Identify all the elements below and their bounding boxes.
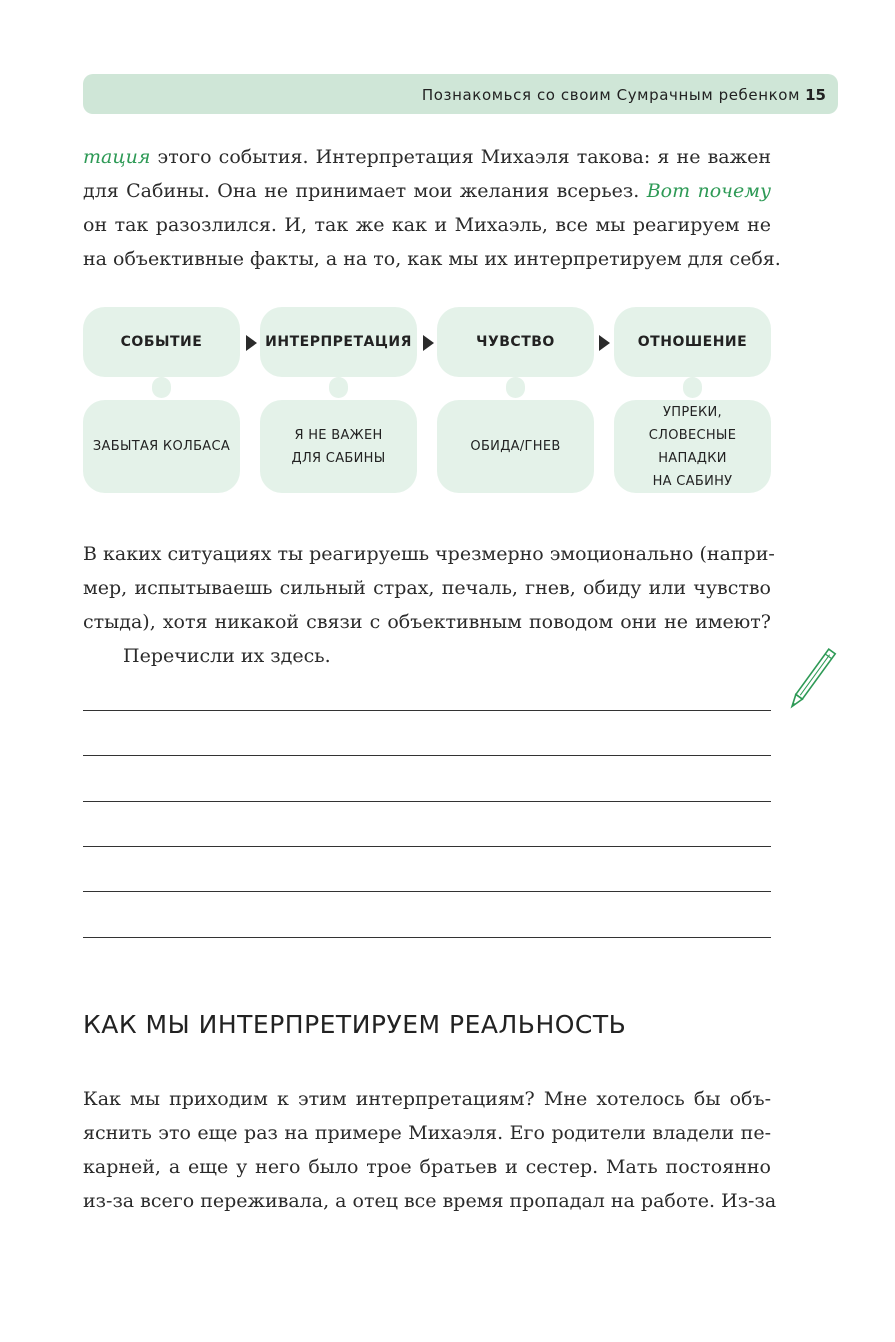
text-line: он так разозлился. И, так же как и Михаэль, все мы реагируем не [83, 214, 771, 236]
arrow-right-icon [246, 335, 257, 351]
writing-line[interactable] [83, 710, 771, 711]
text-fragment: для Сабины. Она не принимает мои желания всерьез. [83, 180, 647, 202]
text-fragment: этого события. Интерпретация Михаэля такова: я не важен [150, 146, 771, 168]
text-line [83, 174, 771, 208]
diagram-example-line: НА САБИНУ [652, 473, 733, 489]
diagram-example-interpretation [260, 400, 417, 493]
text-line: яснить это еще раз на примере Михаэля. Его родители владели пе- [83, 1122, 771, 1144]
diagram-example-feeling [437, 400, 594, 493]
diagram-box-interpretation: ИНТЕРПРЕТАЦИЯ [260, 307, 417, 377]
writing-line[interactable] [83, 801, 771, 802]
diagram-example-attitude [614, 400, 771, 493]
text-line [83, 140, 771, 174]
diagram-example-line: ЗАБЫТАЯ КОЛБАСА [92, 439, 231, 454]
diagram-example-line: ОБИДА/ГНЕВ [470, 439, 561, 454]
arrow-right-icon [423, 335, 434, 351]
diagram-box-feeling: ЧУВСТВО [437, 307, 594, 377]
text-line: карней, а еще у него было трое братьев и сестер. Мать постоянно [83, 1156, 771, 1178]
connector-dot [683, 377, 702, 398]
text-line: стыда), хотя никакой связи с объективным поводом они не имеют? [83, 611, 771, 633]
writing-line[interactable] [83, 937, 771, 938]
diagram-example-event [83, 400, 240, 493]
connector-dot [506, 377, 525, 398]
writing-line[interactable] [83, 891, 771, 892]
writing-line[interactable] [83, 755, 771, 756]
diagram-box-event: СОБЫТИЕ [83, 307, 240, 377]
section-paragraph [83, 1082, 777, 1218]
chapter-title: Познакомься со своим Сумрачным ребенком [421, 86, 800, 104]
connector-dot [152, 377, 171, 398]
emphasis-text: тация [83, 146, 151, 168]
connector-dot [329, 377, 348, 398]
diagram-example-line: Я НЕ ВАЖЕН [294, 427, 383, 443]
diagram-box-attitude: ОТНОШЕНИЕ [614, 307, 771, 377]
emphasis-text: Вот почему [646, 180, 771, 202]
pencil-icon [783, 643, 841, 715]
text-line: на объективные факты, а на то, как мы их интерпретируем для себя. [83, 248, 781, 270]
question-paragraph [83, 537, 775, 673]
intro-paragraph [83, 140, 781, 276]
section-heading: КАК МЫ ИНТЕРПРЕТИРУЕМ РЕАЛЬНОСТЬ [83, 1010, 627, 1039]
text-line: Перечисли их здесь. [123, 645, 331, 667]
diagram-example-line: ДЛЯ САБИНЫ [291, 450, 386, 466]
writing-line[interactable] [83, 846, 771, 847]
arrow-right-icon [599, 335, 610, 351]
running-header [83, 74, 838, 114]
text-line: В каких ситуациях ты реагируешь чрезмерно эмоционально (напри- [83, 543, 775, 565]
page-number: 15 [805, 86, 826, 104]
diagram-example-line: УПРЕКИ, [663, 404, 722, 420]
text-line: Как мы приходим к этим интерпретациям? Мне хотелось бы объ- [83, 1088, 771, 1110]
diagram-example-line: СЛОВЕСНЫЕ НАПАДКИ [648, 427, 737, 466]
text-line: из-за всего переживала, а отец все время пропадал на работе. Из-за [83, 1190, 777, 1212]
text-line: мер, испытываешь сильный страх, печаль, гнев, обиду или чувство [83, 577, 771, 599]
